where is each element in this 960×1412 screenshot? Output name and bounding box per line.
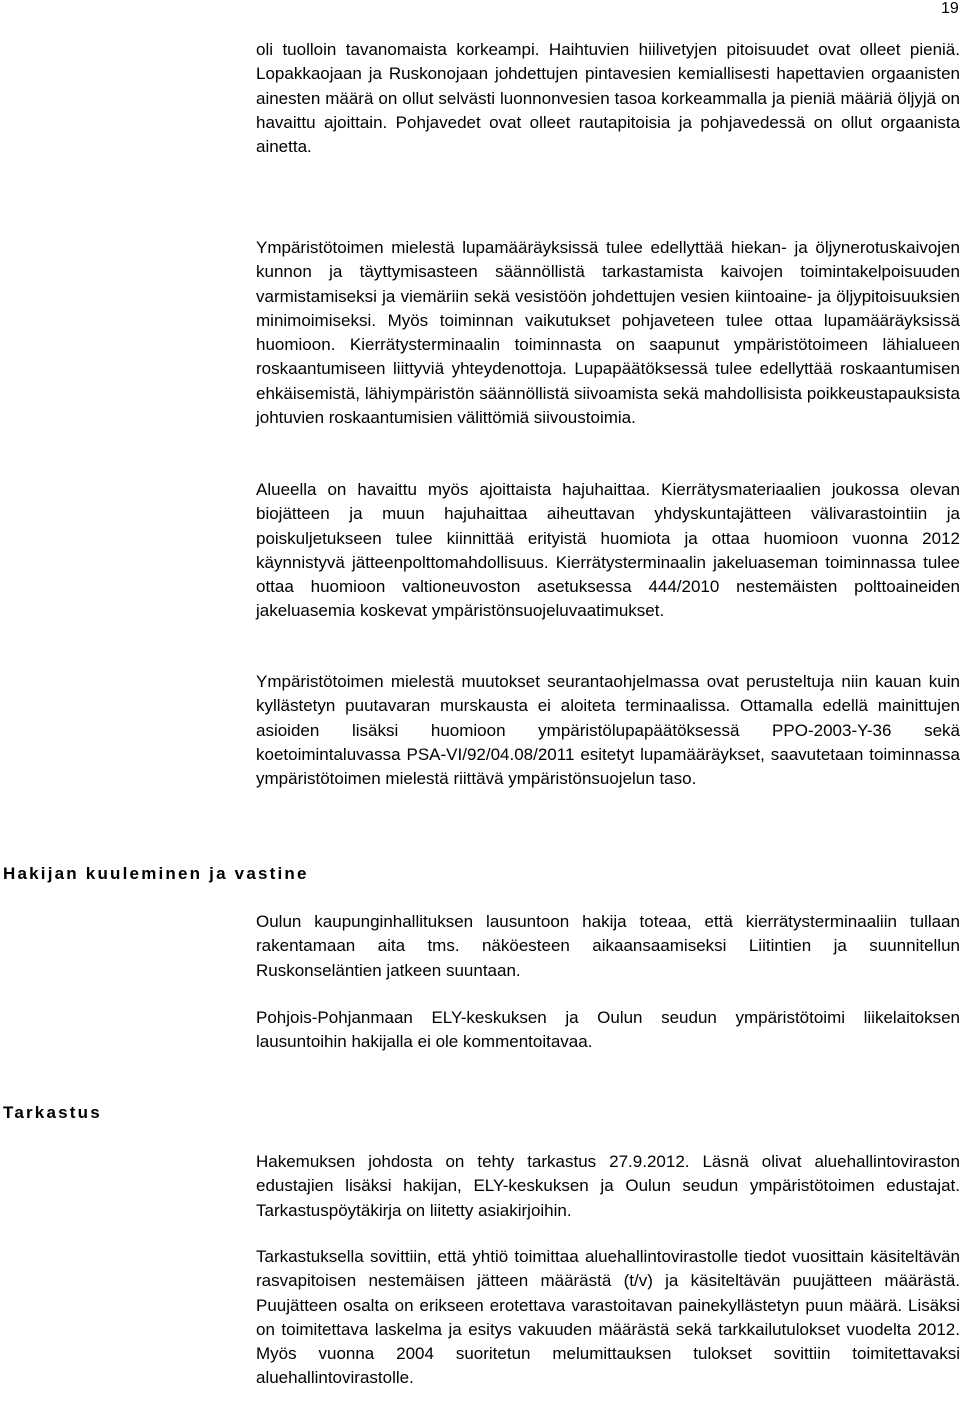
paragraph-text: Ympäristötoimen mielestä muutokset seurantaohjelmassa ovat perusteltuja niin kauan kuin kyllästetyn puutavaran murskausta ei aloiteta terminaalissa. Ottamalla edellä mainittujen asioiden lisäksi huomioon ympäristölupapäätöksessä PPO-2003-Y-36 sekä koetoimintaluvassa PSA-VI/92/04.08/2011 esitetyt lupamääräykset, saavutetaan toiminnassa ympäristötoimen mielestä riittävä ympäristönsuojelun taso. [256, 672, 960, 789]
page-number: 19 [941, 0, 959, 17]
paragraph-text: Tarkastuksella sovittiin, että yhtiö toimittaa aluehallintovirastolle tiedot vuosittain käsiteltävän rasvapitoisen nestemäisen jätteen määrästä (t/v) ja käsiteltävän puujätteen määrästä. Puujätteen osalta on erikseen erotettava varastoitavan painekyllästetyn puun määrä. Lisäksi on toimitettava laskelma ja esitys vakuuden määrästä sekä tarkkailutulokset vuodelta 2012. Myös vuonna 2004 suoritetun melumittauksen tulokset sovittiin toimitettavaksi aluehallintovirastolle. [256, 1247, 960, 1388]
paragraph-text: oli tuolloin tavanomaista korkeampi. Haihtuvien hiilivetyjen pitoisuudet ovat olleet pieniä. Lopakkaojaan ja Ruskonojaan johdettujen pintavesien kemiallisesti hapettavien orgaanisten ainesten määrä on ollut selvästi luonnonvesien tasoa korkeammalla ja pieniä määriä öljyjä on havaittu ajoittain. Pohjavedet ovat olleet rautapitoisia ja pohjavedessä on ollut orgaanista ainetta. [256, 40, 960, 157]
paragraph-inspection-agreements [256, 1245, 960, 1391]
paragraph-text: Pohjois-Pohjanmaan ELY-keskuksen ja Oulun seudun ympäristötoimi liikelaitoksen lausuntoihin hakijalla ei ole kommentoitavaa. [256, 1008, 960, 1052]
paragraph-odour-nuisance [256, 478, 960, 624]
paragraph-water-quality [256, 38, 960, 159]
paragraph-no-comments [256, 1006, 960, 1055]
section-heading-hakijan-kuuleminen: Hakijan kuuleminen ja vastine [3, 864, 309, 883]
paragraph-text: Hakemuksen johdosta on tehty tarkastus 27.9.2012. Läsnä olivat aluehallintoviraston edustajien lisäksi hakijan, ELY-keskuksen ja Oulun seudun ympäristötoimen edustajat. Tarkastuspöytäkirja on liitetty asiakirjoihin. [256, 1152, 960, 1220]
paragraph-text: Ympäristötoimen mielestä lupamääräyksissä tulee edellyttää hiekan- ja öljynerotuskaivojen kunnon ja täyttymisasteen säännöllistä tarkastamista kaivojen toimintakelpoisuuden varmistamiseksi ja viemäriin sekä vesistöön johdettujen vesien kiintoaine- ja öljypitoisuuksien minimoimiseksi. Myös toiminnan vaikutukset pohjaveteen tulee ottaa lupamääräyksissä huomioon. Kierrätysterminaalin toiminnasta on saapunut ympäristötoimeen lähialueen roskaantumiseen liittyviä yhteydenottoja. Lupapäätöksessä tulee edellyttää roskaantumisen ehkäisemistä, lähiympäristön säännöllistä siivoamista sekä mahdollisista poikkeustapauksista johtuvien roskaantumisien välittömiä siivoustoimia. [256, 238, 960, 428]
paragraph-inspection-held [256, 1150, 960, 1223]
paragraph-text: Alueella on havaittu myös ajoittaista hajuhaittaa. Kierrätysmateriaalien joukossa olevan biojätteen ja muun hajuhaittaa aiheuttavan yhdyskuntajätteen välivarastointiin ja poiskuljetukseen tulee kiinnittää erityistä huomiota ja ottaa huomioon vuonna 2012 käynnistyvä jätteenpolttomahdollisuus. Kierrätysterminaalin jakeluaseman toiminnassa tulee ottaa huomioon valtioneuvoston asetuksessa 444/2010 nestemäisten polttoaineiden jakeluasemia koskevat ympäristönsuojeluvaatimukset. [256, 480, 960, 621]
section-heading-tarkastus: Tarkastus [3, 1103, 102, 1122]
paragraph-applicant-response [256, 910, 960, 983]
paragraph-text: Oulun kaupunginhallituksen lausuntoon hakija toteaa, että kierrätysterminaaliin tullaan rakentamaan aita tms. näköesteen aikaansaamiseksi Liitintien ja suunnitellun Ruskonseläntien jatkeen suuntaan. [256, 912, 960, 980]
paragraph-monitoring-programme [256, 670, 960, 791]
paragraph-permit-requirements [256, 236, 960, 430]
